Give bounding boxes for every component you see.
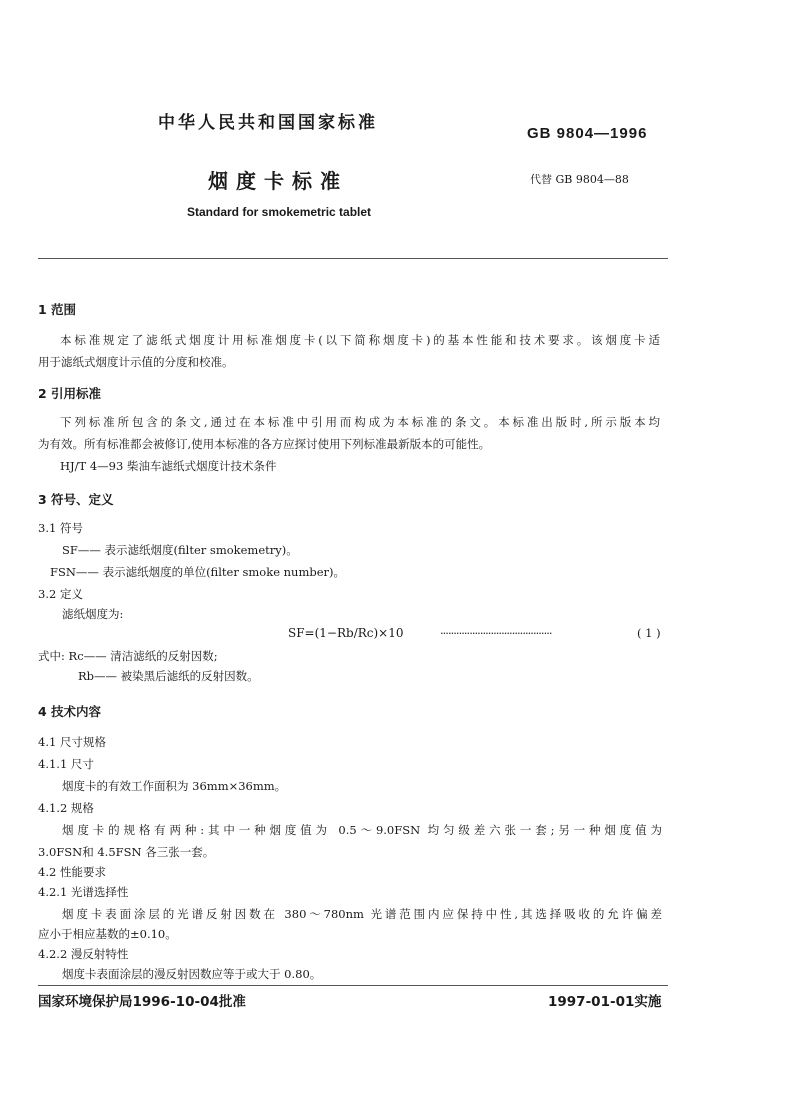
subsection-3-2: 3.2 定义	[38, 587, 83, 601]
subsection-4-2-2: 4.2.2 漫反射特性	[38, 947, 129, 961]
subsection-3-1: 3.1 符号	[38, 521, 83, 535]
where-rb: Rb—— 被染黑后滤纸的反射因数。	[78, 669, 259, 683]
spec-line-1: 烟度卡的规格有两种:其中一种烟度值为 0.5～9.0FSN 均匀级差六张一套;另一种烟度值为	[62, 823, 662, 837]
english-title: Standard for smokemetric tablet	[187, 205, 372, 219]
section-2-heading: 2 引用标准	[38, 386, 102, 401]
spectral-line-1: 烟度卡表面涂层的光谱反射因数在 380～780nm 光谱范围内应保持中性,其选择吸收的允许偏差	[62, 907, 662, 921]
standard-number: GB 9804—1996	[527, 125, 648, 142]
document-title: 烟度卡标准	[208, 169, 348, 193]
replaces-note: 代替 GB 9804—88	[530, 173, 629, 186]
section-1-line-2: 用于滤纸式烟度计示值的分度和校准。	[38, 355, 234, 369]
spectral-line-2: 应小于相应基数的±0.10。	[38, 927, 177, 941]
subsection-4-1-1: 4.1.1 尺寸	[38, 757, 94, 771]
section-2-line-1: 下列标准所包含的条文,通过在本标准中引用而构成为本标准的条文。本标准出版时,所示版本均	[60, 415, 660, 429]
org-title: 中华人民共和国国家标准	[158, 113, 378, 133]
where-rc: 式中: Rc—— 清洁滤纸的反射因数;	[38, 649, 218, 663]
subsection-4-2-1: 4.2.1 光谱选择性	[38, 885, 129, 899]
subsection-4-1-2: 4.1.2 规格	[38, 801, 94, 815]
formula-leader-dots: ··········································	[440, 626, 552, 640]
formula-number: ( 1 )	[637, 626, 661, 640]
subsection-4-2: 4.2 性能要求	[38, 865, 106, 879]
section-2-line-2: 为有效。所有标准都会被修订,使用本标准的各方应探讨使用下列标准最新版本的可能性。	[38, 437, 491, 451]
formula: SF=(1−Rb/Rc)×10	[288, 626, 404, 640]
section-3-heading: 3 符号、定义	[38, 492, 114, 507]
subsection-4-1: 4.1 尺寸规格	[38, 735, 106, 749]
section-4-heading: 4 技术内容	[38, 704, 102, 719]
effective-date: 1997-01-01实施	[548, 994, 662, 1010]
size-text: 烟度卡的有效工作面积为 36mm×36mm。	[62, 779, 287, 793]
approval-date: 国家环境保护局1996-10-04批准	[38, 994, 246, 1010]
diffuse-text: 烟度卡表面涂层的漫反射因数应等于或大于 0.80。	[62, 967, 322, 981]
reference-standard: HJ/T 4—93 柴油车滤纸式烟度计技术条件	[60, 459, 277, 473]
symbol-fsn: FSN—— 表示滤纸烟度的单位(filter smoke number)。	[50, 565, 346, 579]
definition-intro: 滤纸烟度为:	[62, 607, 124, 621]
section-1-heading: 1 范围	[38, 302, 77, 317]
spec-line-2: 3.0FSN和 4.5FSN 各三张一套。	[38, 845, 215, 859]
symbol-sf: SF—— 表示滤纸烟度(filter smokemetry)。	[62, 543, 298, 557]
bottom-rule	[38, 985, 668, 986]
section-1-line-1: 本标准规定了滤纸式烟度计用标准烟度卡(以下简称烟度卡)的基本性能和技术要求。该烟度卡适	[60, 333, 660, 347]
top-rule	[38, 258, 668, 259]
